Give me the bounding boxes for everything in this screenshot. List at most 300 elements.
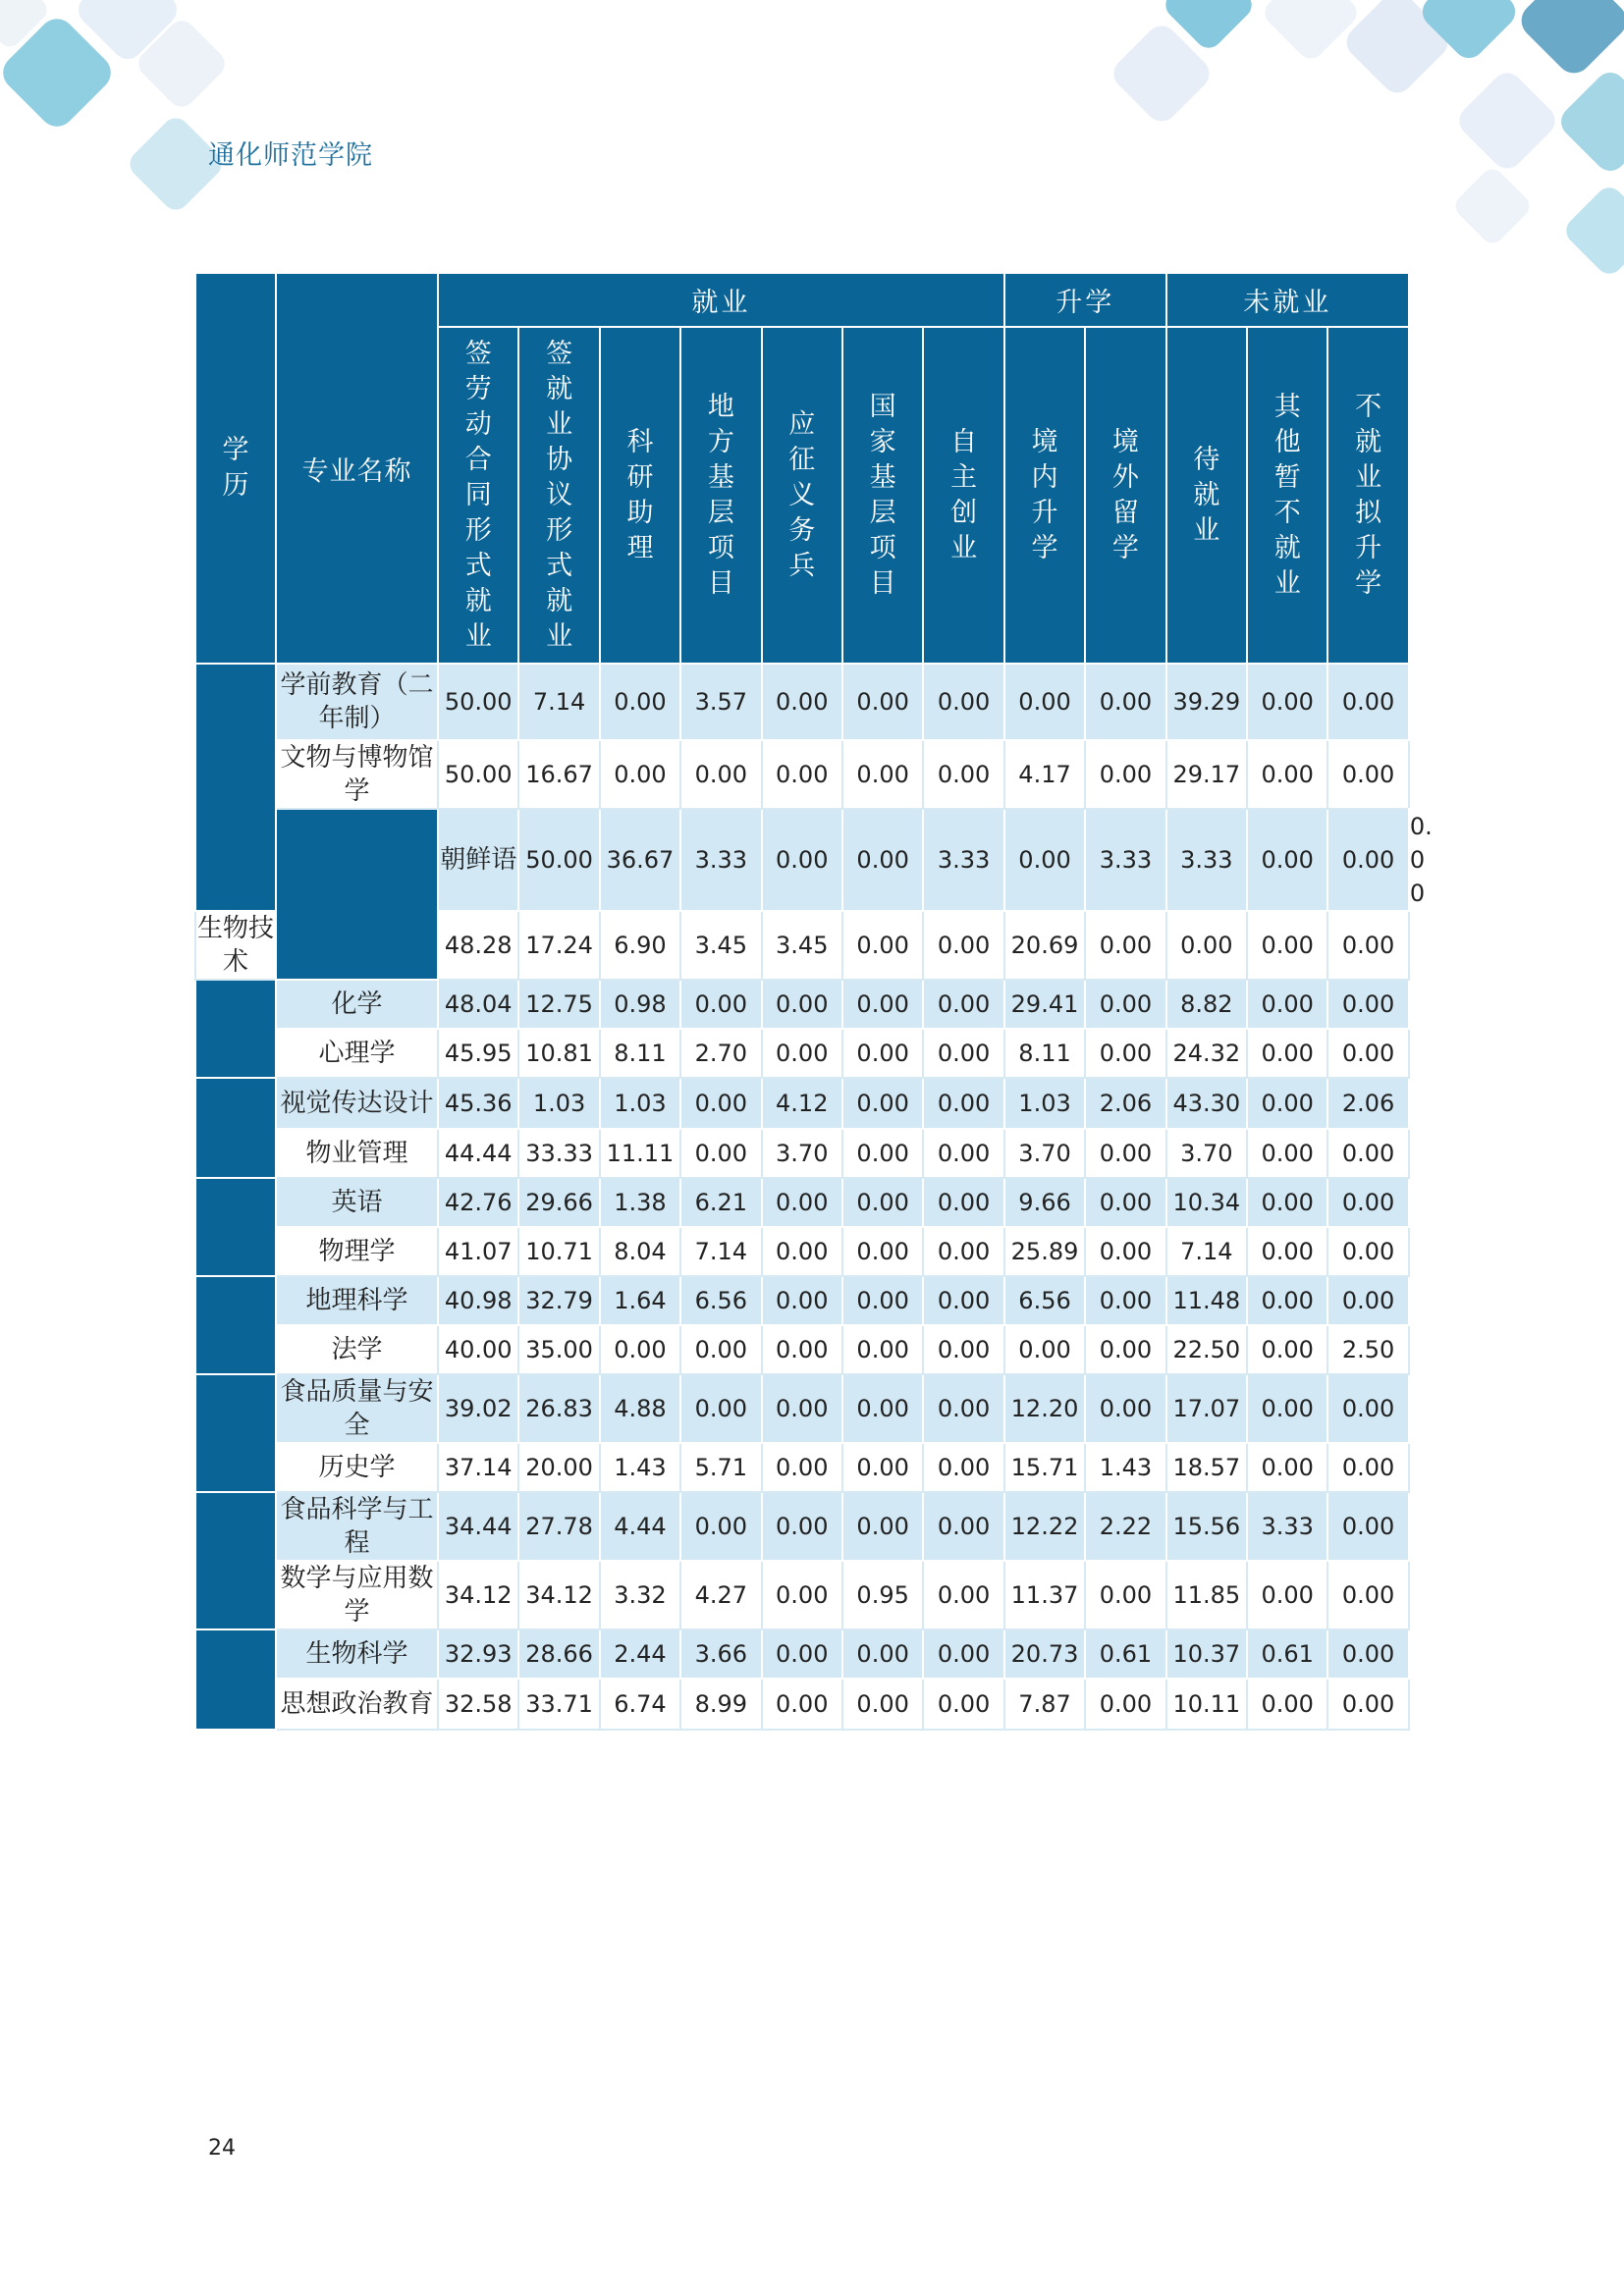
- value-cell-text: 0.00: [694, 1140, 748, 1167]
- value-cell: [438, 1129, 518, 1178]
- value-cell: [600, 1561, 680, 1629]
- table-row: [195, 1129, 1409, 1178]
- value-cell-text: 0.00: [1261, 990, 1314, 1018]
- table-row: [195, 1492, 1409, 1561]
- col-subheader-text: 自主创业: [950, 426, 978, 563]
- degree-cell: [195, 1276, 276, 1374]
- value-cell-text: 0.00: [856, 1640, 909, 1668]
- major-name-cell: [195, 911, 276, 980]
- value-cell: [1004, 1276, 1085, 1325]
- value-cell: [518, 1227, 599, 1276]
- value-cell: [1004, 1679, 1085, 1730]
- value-cell-text: 0.00: [1261, 1336, 1314, 1363]
- value-cell-text: 11.11: [606, 1140, 675, 1167]
- value-cell-text: 11.48: [1172, 1287, 1241, 1314]
- value-cell: [1327, 1227, 1408, 1276]
- value-cell-text: 4.88: [614, 1395, 667, 1422]
- value-cell: [680, 1443, 761, 1492]
- major-name-cell-text: 文物与博物馆学: [280, 743, 434, 806]
- value-cell: [842, 740, 923, 809]
- value-cell-text: 2.22: [1099, 1513, 1153, 1540]
- value-cell-text: 2.44: [614, 1640, 667, 1668]
- value-cell-text: 0.00: [1409, 813, 1433, 907]
- value-cell-text: 0.98: [614, 990, 667, 1018]
- value-cell-text: 50.00: [444, 761, 513, 788]
- value-cell-text: 0.00: [1261, 1690, 1314, 1718]
- value-cell: [600, 740, 680, 809]
- value-cell: [762, 1325, 842, 1374]
- value-cell-text: 1.03: [614, 1090, 667, 1117]
- value-cell-text: 6.74: [614, 1690, 667, 1718]
- value-cell-text: 29.17: [1172, 761, 1241, 788]
- value-cell-text: 0.00: [1261, 1090, 1314, 1117]
- value-cell: [923, 809, 1003, 911]
- degree-cell: [195, 1629, 276, 1730]
- major-name-cell: [276, 664, 438, 740]
- value-cell-text: 3.33: [1261, 1513, 1314, 1540]
- col-group-header-text: 升学: [1056, 288, 1115, 318]
- value-cell-text: 7.87: [1018, 1690, 1071, 1718]
- value-cell-text: 0.00: [937, 1395, 991, 1422]
- value-cell-text: 0.00: [937, 1189, 991, 1216]
- value-cell: [762, 1178, 842, 1227]
- value-cell-text: 50.00: [444, 688, 513, 716]
- value-cell: [438, 1561, 518, 1629]
- col-header-major: [276, 273, 438, 664]
- major-name-cell-text: 地理科学: [305, 1286, 408, 1315]
- degree-cell: [195, 1374, 276, 1492]
- value-cell-text: 10.34: [1172, 1189, 1241, 1216]
- value-cell: [600, 1492, 680, 1561]
- value-cell-text: 34.12: [444, 1581, 513, 1609]
- value-cell: [923, 1078, 1003, 1129]
- value-cell: [762, 1679, 842, 1730]
- col-group-header-text: 就业: [691, 288, 751, 318]
- value-cell-text: 33.33: [525, 1140, 593, 1167]
- major-name-cell-text: 物理学: [318, 1237, 396, 1266]
- value-cell: [518, 1078, 599, 1129]
- value-cell-text: 12.75: [525, 990, 593, 1018]
- value-cell-text: 0.00: [1099, 1189, 1153, 1216]
- major-name-cell-text: 生物科学: [305, 1639, 408, 1669]
- value-cell-text: 0.00: [856, 761, 909, 788]
- value-cell-text: 7.14: [694, 1238, 748, 1265]
- value-cell-text: 0.00: [856, 688, 909, 716]
- value-cell: [842, 1629, 923, 1679]
- value-cell-text: 0.00: [937, 1287, 991, 1314]
- value-cell-text: 0.00: [776, 1189, 829, 1216]
- value-cell-text: 0.00: [856, 1238, 909, 1265]
- value-cell: [1247, 1325, 1327, 1374]
- major-name-cell: [276, 740, 438, 809]
- value-cell-text: 10.81: [525, 1040, 593, 1067]
- value-cell-text: 0.00: [1341, 1454, 1395, 1481]
- value-cell-text: 2.50: [1341, 1336, 1395, 1363]
- table-row: [195, 1227, 1409, 1276]
- value-cell-text: 0.00: [1341, 846, 1395, 874]
- table-row: [195, 980, 1409, 1029]
- value-cell-text: 12.20: [1010, 1395, 1079, 1422]
- value-cell-text: 32.58: [444, 1690, 513, 1718]
- major-name-cell-text: 食品质量与安全: [280, 1377, 434, 1440]
- value-cell-text: 0.00: [1341, 1581, 1395, 1609]
- value-cell-text: 0.00: [1261, 1140, 1314, 1167]
- major-name-cell: [276, 1629, 438, 1679]
- major-name-cell: [276, 1374, 438, 1443]
- value-cell: [1327, 1629, 1408, 1679]
- value-cell-text: 1.03: [532, 1090, 586, 1117]
- value-cell-text: 0.00: [937, 1336, 991, 1363]
- value-cell-text: 3.45: [776, 932, 829, 959]
- value-cell-text: 4.27: [694, 1581, 748, 1609]
- value-cell: [518, 1178, 599, 1227]
- value-cell: [600, 980, 680, 1029]
- value-cell: [1004, 664, 1085, 740]
- degree-cell: [195, 1078, 276, 1178]
- value-cell: [680, 664, 761, 740]
- value-cell: [1166, 1078, 1247, 1129]
- value-cell-text: 1.38: [614, 1189, 667, 1216]
- value-cell-text: 32.79: [525, 1287, 593, 1314]
- value-cell: [762, 1629, 842, 1679]
- col-subheader: [1004, 327, 1085, 664]
- value-cell: [1327, 1178, 1408, 1227]
- table-header: [195, 273, 1409, 664]
- value-cell: [1085, 664, 1165, 740]
- value-cell: [1327, 1078, 1408, 1129]
- value-cell: [1247, 1276, 1327, 1325]
- value-cell-text: 27.78: [525, 1513, 593, 1540]
- major-name-cell-text: 思想政治教育: [280, 1689, 434, 1719]
- value-cell: [518, 1276, 599, 1325]
- value-cell-text: 6.56: [694, 1287, 748, 1314]
- value-cell-text: 18.57: [1172, 1454, 1241, 1481]
- table-row: [195, 1325, 1409, 1374]
- major-name-cell-text: 食品科学与工程: [280, 1495, 434, 1558]
- value-cell: [1166, 1629, 1247, 1679]
- value-cell: [680, 740, 761, 809]
- value-cell: [923, 1276, 1003, 1325]
- value-cell-text: 15.56: [1172, 1513, 1241, 1540]
- value-cell-text: 4.44: [614, 1513, 667, 1540]
- value-cell: [1166, 1443, 1247, 1492]
- col-subheader-text: 科研助理: [626, 426, 654, 563]
- value-cell-text: 0.00: [1341, 688, 1395, 716]
- value-cell: [438, 1078, 518, 1129]
- value-cell: [1166, 1679, 1247, 1730]
- value-cell: [842, 1325, 923, 1374]
- value-cell-text: 0.00: [856, 1454, 909, 1481]
- value-cell: [438, 664, 518, 740]
- value-cell-text: 0.00: [856, 990, 909, 1018]
- value-cell-text: 0.00: [776, 1513, 829, 1540]
- value-cell: [1166, 911, 1247, 980]
- value-cell-text: 0.00: [694, 1090, 748, 1117]
- value-cell: [680, 1374, 761, 1443]
- value-cell: [518, 1492, 599, 1561]
- value-cell-text: 0.00: [1261, 1287, 1314, 1314]
- value-cell: [1004, 1029, 1085, 1078]
- value-cell: [762, 1276, 842, 1325]
- value-cell-text: 0.00: [1099, 1238, 1153, 1265]
- value-cell-text: 43.30: [1172, 1090, 1241, 1117]
- value-cell: [923, 1561, 1003, 1629]
- value-cell: [680, 980, 761, 1029]
- value-cell-text: 15.71: [1010, 1454, 1079, 1481]
- value-cell-text: 35.00: [525, 1336, 593, 1363]
- value-cell-text: 3.45: [694, 932, 748, 959]
- value-cell: [1085, 1561, 1165, 1629]
- value-cell: [1004, 809, 1085, 911]
- value-cell-text: 12.22: [1010, 1513, 1079, 1540]
- value-cell: [842, 664, 923, 740]
- value-cell: [923, 1679, 1003, 1730]
- col-group-header: [1166, 273, 1409, 327]
- value-cell-text: 11.37: [1010, 1581, 1079, 1609]
- value-cell-text: 6.21: [694, 1189, 748, 1216]
- major-name-cell: [276, 1178, 438, 1227]
- value-cell-text: 3.33: [1180, 846, 1233, 874]
- value-cell-text: 2.70: [694, 1040, 748, 1067]
- value-cell: [923, 911, 1003, 980]
- value-cell-text: 3.66: [694, 1640, 748, 1668]
- value-cell: [762, 911, 842, 980]
- value-cell-text: 6.56: [1018, 1287, 1071, 1314]
- value-cell-text: 32.93: [444, 1640, 513, 1668]
- value-cell: [1247, 1374, 1327, 1443]
- value-cell: [1327, 1374, 1408, 1443]
- value-cell: [600, 1629, 680, 1679]
- table-row: [195, 1561, 1409, 1629]
- major-name-cell: [276, 980, 438, 1029]
- value-cell: [518, 1561, 599, 1629]
- value-cell-text: 0.00: [776, 1287, 829, 1314]
- degree-cell: [195, 1178, 276, 1276]
- value-cell-text: 28.66: [525, 1640, 593, 1668]
- value-cell: [1327, 1325, 1408, 1374]
- value-cell-text: 0.00: [776, 1454, 829, 1481]
- value-cell: [1166, 1561, 1247, 1629]
- value-cell-text: 0.00: [856, 1513, 909, 1540]
- major-name-cell: [276, 1078, 438, 1129]
- value-cell-text: 0.00: [614, 1336, 667, 1363]
- value-cell: [1166, 809, 1247, 911]
- value-cell: [1327, 809, 1408, 911]
- value-cell: [438, 1443, 518, 1492]
- value-cell: [1247, 1443, 1327, 1492]
- col-header-major-text: 专业名称: [301, 455, 412, 487]
- value-cell: [600, 1129, 680, 1178]
- value-cell: [842, 809, 923, 911]
- value-cell: [438, 980, 518, 1029]
- value-cell: [438, 1492, 518, 1561]
- value-cell: [842, 1492, 923, 1561]
- value-cell-text: 0.95: [856, 1581, 909, 1609]
- value-cell: [1085, 1443, 1165, 1492]
- value-cell-text: 0.00: [1341, 1040, 1395, 1067]
- value-cell: [1327, 1129, 1408, 1178]
- value-cell: [1085, 1492, 1165, 1561]
- value-cell: [1166, 1178, 1247, 1227]
- value-cell-text: 0.00: [937, 1581, 991, 1609]
- major-name-cell: [276, 1276, 438, 1325]
- value-cell-text: 20.00: [525, 1454, 593, 1481]
- col-subheader-text: 应征义务兵: [788, 408, 816, 581]
- value-cell: [680, 1629, 761, 1679]
- value-cell-text: 0.00: [1099, 1395, 1153, 1422]
- value-cell-text: 36.67: [606, 846, 675, 874]
- value-cell-text: 0.00: [1261, 1454, 1314, 1481]
- major-name-cell: [276, 1227, 438, 1276]
- value-cell: [600, 1443, 680, 1492]
- value-cell-text: 0.00: [1261, 1395, 1314, 1422]
- major-name-cell-text: 数学与应用数学: [280, 1564, 434, 1627]
- value-cell-text: 0.00: [937, 1640, 991, 1668]
- value-cell-text: 0.00: [1099, 932, 1153, 959]
- value-cell: [842, 1129, 923, 1178]
- value-cell: [438, 1227, 518, 1276]
- value-cell-text: 5.71: [694, 1454, 748, 1481]
- value-cell: [1085, 980, 1165, 1029]
- value-cell: [842, 1276, 923, 1325]
- table-row: [195, 1629, 1409, 1679]
- major-name-cell: [276, 1561, 438, 1629]
- value-cell-text: 0.00: [1341, 1238, 1395, 1265]
- value-cell-text: 26.83: [525, 1395, 593, 1422]
- col-subheader-text: 境外留学: [1111, 426, 1139, 563]
- value-cell-text: 39.29: [1172, 688, 1241, 716]
- table-row: [195, 1178, 1409, 1227]
- value-cell: [1247, 911, 1327, 980]
- value-cell: [842, 1374, 923, 1443]
- value-cell: [923, 1629, 1003, 1679]
- value-cell: [600, 1029, 680, 1078]
- value-cell: [762, 1492, 842, 1561]
- value-cell: [1166, 980, 1247, 1029]
- value-cell: [1166, 1276, 1247, 1325]
- value-cell: [1004, 1492, 1085, 1561]
- value-cell: [1327, 740, 1408, 809]
- value-cell: [1085, 1178, 1165, 1227]
- value-cell: [923, 1374, 1003, 1443]
- value-cell: [1247, 1679, 1327, 1730]
- value-cell: [438, 1374, 518, 1443]
- value-cell: [518, 664, 599, 740]
- value-cell: [518, 740, 599, 809]
- value-cell: [438, 1629, 518, 1679]
- value-cell: [1004, 1078, 1085, 1129]
- value-cell: [762, 1443, 842, 1492]
- value-cell-text: 0.00: [694, 1336, 748, 1363]
- col-subheader: [842, 327, 923, 664]
- value-cell-text: 0.00: [1099, 1287, 1153, 1314]
- value-cell-text: 0.00: [694, 1513, 748, 1540]
- col-subheader: [600, 327, 680, 664]
- value-cell-text: 1.43: [614, 1454, 667, 1481]
- major-name-cell-text: 视觉传达设计: [280, 1089, 434, 1118]
- value-cell: [600, 911, 680, 980]
- value-cell: [1247, 1227, 1327, 1276]
- value-cell: [1166, 1129, 1247, 1178]
- value-cell-text: 0.00: [776, 1581, 829, 1609]
- table-row: [195, 1374, 1409, 1443]
- value-cell-text: 7.14: [1180, 1238, 1233, 1265]
- value-cell: [1166, 664, 1247, 740]
- value-cell-text: 16.67: [525, 761, 593, 788]
- major-name-cell: [276, 1029, 438, 1078]
- value-cell: [600, 1374, 680, 1443]
- col-subheader-text: 境内升学: [1031, 426, 1058, 563]
- value-cell: [1004, 1443, 1085, 1492]
- col-subheader: [1247, 327, 1327, 664]
- value-cell: [1247, 1078, 1327, 1129]
- value-cell: [762, 809, 842, 911]
- major-name-cell: [276, 1679, 438, 1730]
- value-cell-text: 9.66: [1018, 1189, 1071, 1216]
- value-cell-text: 0.00: [776, 688, 829, 716]
- value-cell: [680, 1325, 761, 1374]
- major-name-cell: [276, 1129, 438, 1178]
- value-cell: [1327, 980, 1408, 1029]
- col-subheader: [1166, 327, 1247, 664]
- value-cell-text: 40.00: [444, 1336, 513, 1363]
- value-cell: [1166, 1029, 1247, 1078]
- value-cell: [680, 1492, 761, 1561]
- col-subheader-text: 签就业协议形式就业: [546, 338, 573, 652]
- value-cell: [1327, 1492, 1408, 1561]
- value-cell: [842, 1679, 923, 1730]
- value-cell-text: 0.00: [694, 1395, 748, 1422]
- value-cell: [1327, 664, 1408, 740]
- value-cell: [762, 1227, 842, 1276]
- value-cell: [438, 911, 518, 980]
- degree-cell: [195, 980, 276, 1078]
- major-name-cell-text: 法学: [331, 1335, 383, 1364]
- value-cell: [1247, 980, 1327, 1029]
- col-subheader: [1327, 327, 1408, 664]
- value-cell: [600, 1325, 680, 1374]
- value-cell: [518, 1629, 599, 1679]
- value-cell: [762, 1561, 842, 1629]
- value-cell-text: 0.00: [1341, 1690, 1395, 1718]
- value-cell: [762, 740, 842, 809]
- value-cell: [1247, 809, 1327, 911]
- value-cell-text: 0.00: [937, 1040, 991, 1067]
- value-cell-text: 0.00: [1261, 1189, 1314, 1216]
- value-cell: [1085, 1374, 1165, 1443]
- value-cell-text: 0.00: [856, 1189, 909, 1216]
- page-number: 24: [208, 2136, 236, 2161]
- value-cell-text: 0.00: [856, 1090, 909, 1117]
- value-cell: [600, 1178, 680, 1227]
- value-cell: [600, 809, 680, 911]
- value-cell: [1085, 1029, 1165, 1078]
- value-cell: [680, 1078, 761, 1129]
- value-cell-text: 10.37: [1172, 1640, 1241, 1668]
- value-cell: [1166, 740, 1247, 809]
- value-cell-text: 0.00: [1341, 1140, 1395, 1167]
- value-cell: [1004, 911, 1085, 980]
- value-cell-text: 1.43: [1099, 1454, 1153, 1481]
- col-subheader: [762, 327, 842, 664]
- value-cell-text: 0.00: [776, 846, 829, 874]
- value-cell-text: 0.00: [1261, 761, 1314, 788]
- major-name-cell-text: 化学: [331, 989, 383, 1019]
- value-cell-text: 20.73: [1010, 1640, 1079, 1668]
- value-cell: [1004, 1325, 1085, 1374]
- value-cell-text: 0.00: [694, 761, 748, 788]
- value-cell-text: 0.00: [1099, 1581, 1153, 1609]
